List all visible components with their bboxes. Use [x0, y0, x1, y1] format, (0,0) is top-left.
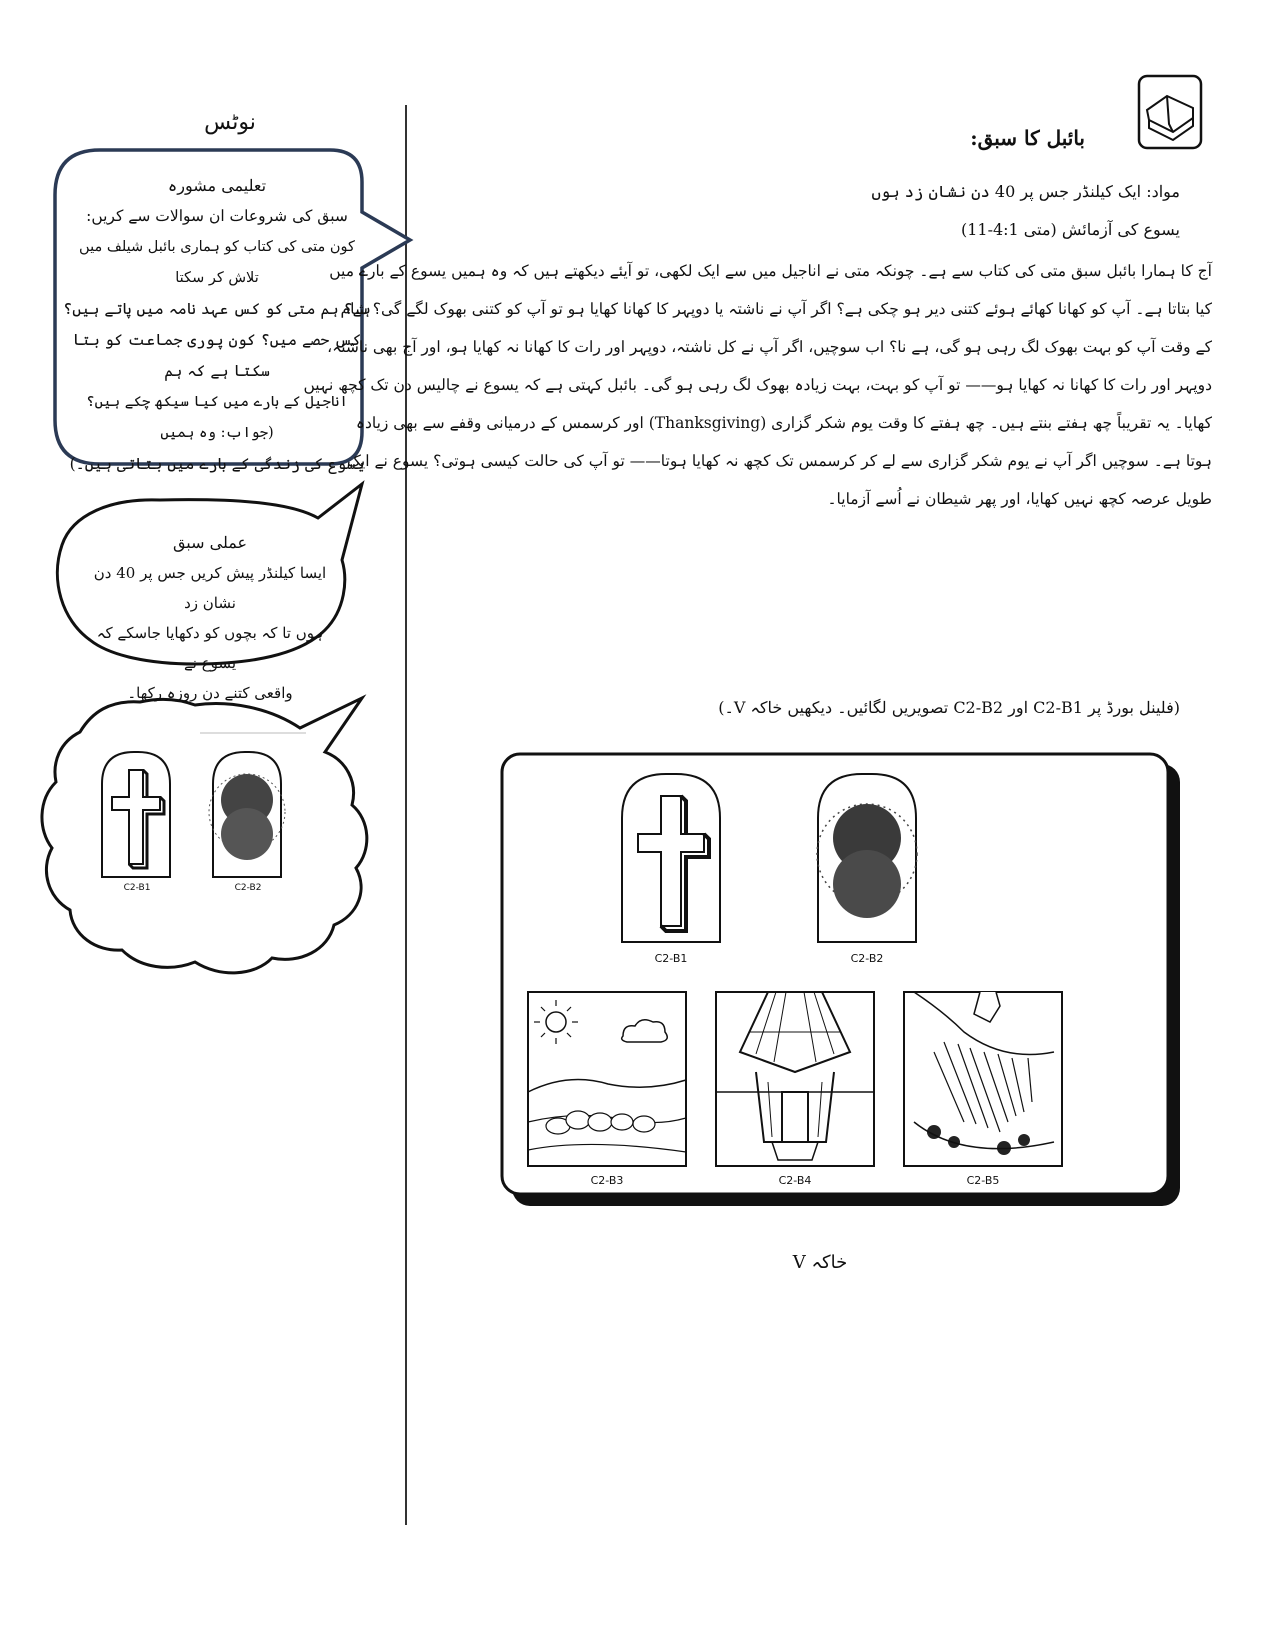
teaching-tip-line: کون متی کی کتاب کو ہماری بائبل شیلف میں تلاش کر سکتا: [79, 239, 355, 286]
figure-label: C2-B4: [778, 1174, 812, 1187]
figure-label: C2-B2: [850, 952, 884, 965]
temple-illustration: [716, 992, 874, 1166]
teaching-tip-text: [62, 170, 372, 480]
paragraph-line: طویل عرصہ کچھ نہیں کھایا، اور پھر شیطان نے اُسے آزمایا۔: [827, 490, 1212, 508]
paragraph-line: کے وقت آپ کو بہت بھوک لگ رہی ہو گی، ہے نا؟ اب سوچیں، اگر آپ نے کل ناشتہ، دوپہر اور رات کا کھانا نہ کھایا ہو، اور آج بھی ناشتہ،: [327, 338, 1212, 356]
activity-text: [80, 528, 340, 708]
cross-illustration: [622, 774, 720, 942]
lesson-paragraph: [303, 252, 1212, 518]
bible-book-icon: [1137, 74, 1203, 150]
notes-title: نوٹس: [204, 110, 256, 135]
flannel-instruction: (فلینل بورڈ پر C2-B1 اور C2-B2 تصویریں لگائیں۔ دیکھیں خاکہ V۔): [718, 698, 1180, 717]
empty-tomb-illustration: [817, 774, 917, 942]
figure-label: C2-B1: [654, 952, 688, 965]
activity-heading: عملی سبق: [172, 533, 248, 552]
figure-v-illustration: [500, 752, 1186, 1212]
activity-line: ایسا کیلنڈر پیش کریں جس پر 40 دن نشان زد: [93, 564, 327, 612]
callout-bubbles: [0, 0, 420, 1010]
paragraph-line: کھایا۔ یہ تقریباً چھ ہفتے بنتے ہیں۔ چھ ہفتے کا وقت یوم شکر گزاری (Thanksgiving) اور کرسمس کے درمیانی وقفے سے بھی زیادہ: [355, 414, 1212, 432]
teaching-tip-line: ہے؟ ہم متی کو کس عہد نامہ میں پاتے ہیں؟: [63, 300, 371, 318]
materials-line: مواد: ایک کیلنڈر جس پر 40 دن نشان زد ہوں: [871, 182, 1180, 201]
mountain-illustration: [904, 992, 1062, 1166]
activity-line: واقعی کتنے دن روزہ رکھا۔: [127, 684, 293, 702]
teaching-tip-line: یسوع کی زندگی کے بارے میں بتاتی ہیں۔): [69, 455, 365, 473]
paragraph-line: ہوتا ہے۔ سوچیں اگر آپ نے یوم شکر گزاری سے لے کر کرسمس تک کچھ نہ کھایا ہوتا—— تو آپ کی حالت کیسی ہوتی؟ یسوع نے ایک: [347, 452, 1212, 470]
landscape-illustration: [528, 992, 686, 1166]
figure-caption: خاکہ V: [792, 1252, 848, 1273]
paragraph-line: کیا بتاتا ہے۔ آپ کو کھانا کھائے ہوئے کتنی دیر ہو چکی ہے؟ اگر آپ نے ناشتہ یا دوپہر کا کھانا کھایا ہو تو آپ کو کتنی بھوک لگے گی؟ شام: [340, 300, 1212, 318]
lesson-heading: بائبل کا سبق:: [970, 126, 1085, 150]
paragraph-line: آج کا ہمارا بائبل سبق متی کی کتاب سے ہے۔ چونکہ متی نے اناجیل میں سے ایک لکھی، تو آیئے دیکھتے ہیں کہ وہ ہمیں یسوع کے بارے میں: [329, 262, 1212, 280]
scripture-reference: یسوع کی آزمائش (متی 4:1-11): [960, 220, 1180, 239]
teaching-tip-line: کس حصے میں؟ کون پوری جماعت کو بتا سکتا ہے کہ ہم: [72, 331, 362, 380]
thumbnail-bubble: [42, 698, 367, 973]
thumb-label-c2-b2: C2-B2: [234, 883, 262, 893]
paragraph-line: دوپہر اور رات کا کھانا نہ کھایا ہو—— تو آپ کو بہت، بہت زیادہ بھوک لگ رہی ہو گی۔ بائبل کہتی ہے کہ یسوع نے چالیس دن تک کچھ نہیں: [303, 376, 1212, 394]
thumb-label-c2-b1: C2-B1: [123, 883, 151, 893]
teaching-tip-heading: تعلیمی مشورہ: [167, 176, 267, 195]
teaching-tip-line: سبق کی شروعات ان سوالات سے کریں:: [86, 207, 348, 225]
teaching-tip-line: اناجیل کے بارے میں کیا سیکھ چکے ہیں؟ (جواب: وہ ہمیں: [86, 394, 348, 441]
figure-label: C2-B5: [966, 1174, 1000, 1187]
figure-label: C2-B3: [590, 1174, 624, 1187]
activity-line: ہوں تا کہ بچوں کو دکھایا جاسکے کہ یسوع نے: [96, 624, 324, 672]
